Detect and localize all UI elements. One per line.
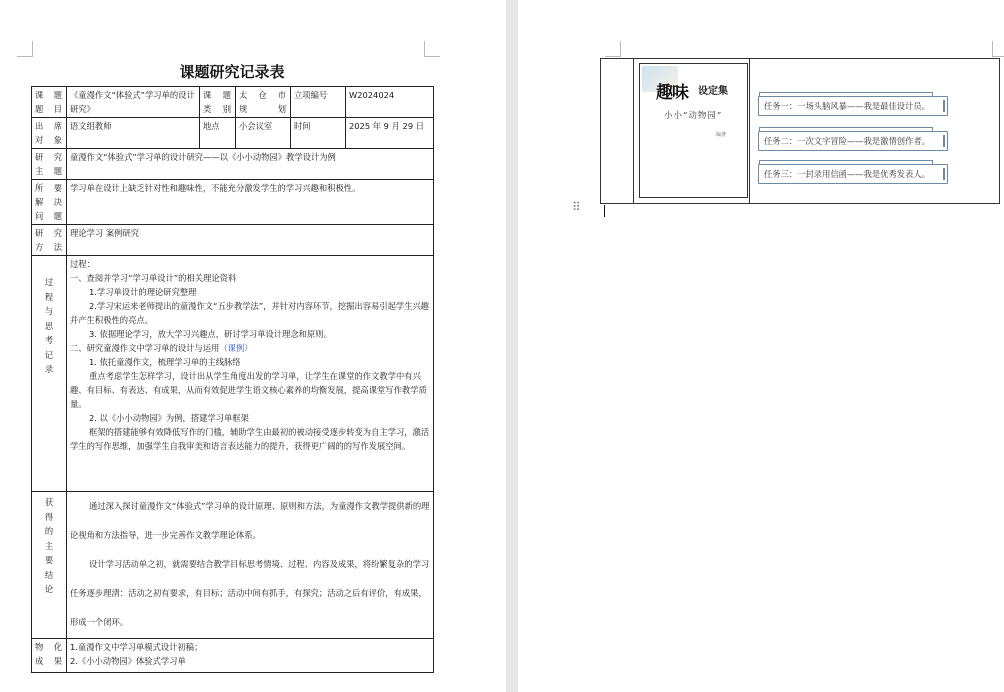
text-cursor — [604, 205, 605, 217]
table-divider — [633, 58, 634, 204]
value-problem[interactable]: 学习单在设计上缺乏针对性和趣味性，不能充分激发学生的学习兴趣和积极性。 — [67, 180, 434, 225]
label-attendees[interactable]: 出 席 对象 — [32, 118, 67, 149]
table-divider — [749, 58, 750, 204]
value-result[interactable]: 1.童漫作文中学习单模式设计初稿； 2.《小小动物园》体验式学习单 — [67, 639, 434, 673]
label-problem[interactable]: 所 要 解 决 问题 — [32, 180, 67, 225]
page-title[interactable]: 课题研究记录表 — [179, 63, 285, 81]
label-time[interactable]: 时间 — [291, 118, 346, 149]
value-project-no[interactable]: W2024024 — [346, 87, 434, 118]
link-case: （课例） — [219, 343, 253, 353]
task-card-2[interactable]: 任务二：一次文字冒险——我是激情创作者。 — [758, 131, 948, 151]
label-result[interactable]: 物 化 成果 — [32, 639, 67, 673]
drag-handle-icon[interactable]: ⠿ — [572, 200, 580, 214]
value-topic[interactable]: 《童漫作文“体验式”学习单的设计研究》 — [67, 87, 200, 118]
label-place[interactable]: 地点 — [200, 118, 236, 149]
label-method[interactable]: 研 究 方法 — [32, 225, 67, 256]
label-theme[interactable]: 研 究 主题 — [32, 149, 67, 180]
label-conclusion[interactable]: 获 得 的 主 要 结 论 — [32, 492, 67, 639]
cover-image[interactable] — [639, 63, 748, 198]
value-conclusion[interactable]: 通过深入探讨童漫作文“体验式”学习单的设计原理、原则和方法，为童漫作文教学提供新的理论视角和方法指导，进一步完善作文教学理论体系。 设计学习活动单之初，就需要结合教学目标思考情境、过程、内容及成果，将纷繁复杂的学习任务逐步理清：活动之初有要求，有目标；活动中间有抓手，有探究；活动之后有评价，有成果，形成一个闭环。 — [67, 492, 434, 639]
task-card-1[interactable]: 任务一：一场头脑风暴——我是最佳设计员。 — [758, 96, 948, 116]
cover-subtitle: 小小“动物园” — [664, 111, 723, 121]
cover-title-small: 设定集 — [698, 86, 728, 97]
margin-corner-mark — [17, 41, 33, 57]
value-place[interactable]: 小会议室 — [236, 118, 291, 149]
record-table[interactable] — [31, 86, 434, 673]
label-project-no[interactable]: 立项编号 — [291, 87, 346, 118]
value-method[interactable]: 理论学习 案例研究 — [67, 225, 434, 256]
margin-corner-mark — [424, 41, 440, 57]
value-process[interactable]: 过程： 一、查阅并学习“学习单设计”的相关理论资料 1.学习单设计的理论研究整理 2.学习宋运来老师提出的童漫作文“五步教学法”，并针对内容环节，挖掘出容易引起学生兴趣并产生积极性的亮点。 3. 依据理论学习，放大学习兴趣点，研讨学习单设计理念和原则。 二、研究童漫作文中学习单的设计与运用（课例） 1. 依托童漫作文，梳理学习单的主线脉络 重点考虑学生怎样学习，设计出从学生角度出发的学习单，让学生在课堂的作文教学中有兴趣、有目标、有表达、有成果，从而有效促进学生语文核心素养的均衡发展，提高课堂写作教学质量。 2. 以《小小动物园》为例，搭建学习单框架 框架的搭建能够有效降低写作的门槛，辅助学生由最初的被动接受逐步转变为自主学习，激活学生的写作思维，加强学生自我审美和语言表达能力的提升，获得更广阔的的写作发展空间。 — [67, 256, 434, 492]
value-theme[interactable]: 童漫作文“体验式”学习单的设计研究——以《小小动物园》教学设计为例 — [67, 149, 434, 180]
label-process[interactable]: 过 程 与 思 考 记 录 — [32, 256, 67, 492]
value-attendees[interactable]: 语文组教师 — [67, 118, 200, 149]
margin-corner-mark — [605, 41, 621, 57]
cover-author: 编著 — [716, 132, 727, 138]
value-time[interactable]: 2025 年 9 月 29 日 — [346, 118, 434, 149]
label-category[interactable]: 课 题 类别 — [200, 87, 236, 118]
margin-corner-mark — [992, 41, 1004, 57]
value-category[interactable]: 太 仓 市 规 划 — [236, 87, 291, 118]
cover-title-big: 趣味 — [656, 83, 688, 103]
task-card-3[interactable]: 任务三：一封录用信函——我是优秀发表人。 — [758, 164, 948, 184]
label-topic[interactable]: 课 题 题 目 — [32, 87, 67, 118]
